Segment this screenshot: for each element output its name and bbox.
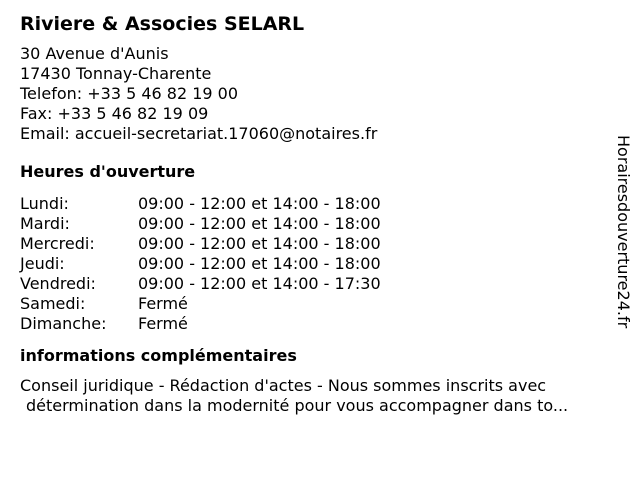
time-range: Fermé	[138, 294, 188, 313]
time-range: 09:00 - 12:00 et 14:00 - 18:00	[138, 254, 381, 273]
opening-hours-table	[20, 194, 610, 334]
phone-number: Telefon: +33 5 46 82 19 00	[20, 84, 239, 103]
business-card	[20, 12, 610, 416]
info-line-2: détermination dans la modernité pour vous accompagner dans to...	[26, 396, 569, 415]
time-range: Fermé	[138, 314, 188, 333]
hours-row-vendredi	[20, 274, 610, 294]
hours-row-mercredi	[20, 234, 610, 254]
watermark-text: Horairesdouverture24.fr	[614, 135, 633, 329]
street-address: 30 Avenue d'Aunis	[20, 44, 169, 63]
hours-heading: Heures d'ouverture	[20, 162, 196, 181]
info-line-1: Conseil juridique - Rédaction d'actes - Nous sommes inscrits avec	[20, 376, 547, 395]
contact-block	[20, 44, 610, 144]
time-range: 09:00 - 12:00 et 14:00 - 18:00	[138, 234, 381, 253]
hours-row-dimanche	[20, 314, 610, 334]
info-description	[20, 376, 610, 416]
hours-row-jeudi	[20, 254, 610, 274]
day-label: Mercredi:	[20, 234, 95, 253]
fax-number: Fax: +33 5 46 82 19 09	[20, 104, 209, 123]
watermark-site-name	[612, 135, 634, 345]
day-label: Dimanche:	[20, 314, 107, 333]
hours-row-mardi	[20, 214, 610, 234]
hours-row-lundi	[20, 194, 610, 214]
email-address: Email: accueil-secretariat.17060@notaires.fr	[20, 124, 378, 143]
day-label: Jeudi:	[20, 254, 65, 273]
info-heading: informations complémentaires	[20, 346, 297, 365]
time-range: 09:00 - 12:00 et 14:00 - 18:00	[138, 214, 381, 233]
business-name: Riviere & Associes SELARL	[20, 13, 305, 35]
day-label: Samedi:	[20, 294, 86, 313]
hours-row-samedi	[20, 294, 610, 314]
time-range: 09:00 - 12:00 et 14:00 - 17:30	[138, 274, 381, 293]
day-label: Mardi:	[20, 214, 70, 233]
day-label: Vendredi:	[20, 274, 96, 293]
day-label: Lundi:	[20, 194, 69, 213]
city-address: 17430 Tonnay-Charente	[20, 64, 212, 83]
time-range: 09:00 - 12:00 et 14:00 - 18:00	[138, 194, 381, 213]
